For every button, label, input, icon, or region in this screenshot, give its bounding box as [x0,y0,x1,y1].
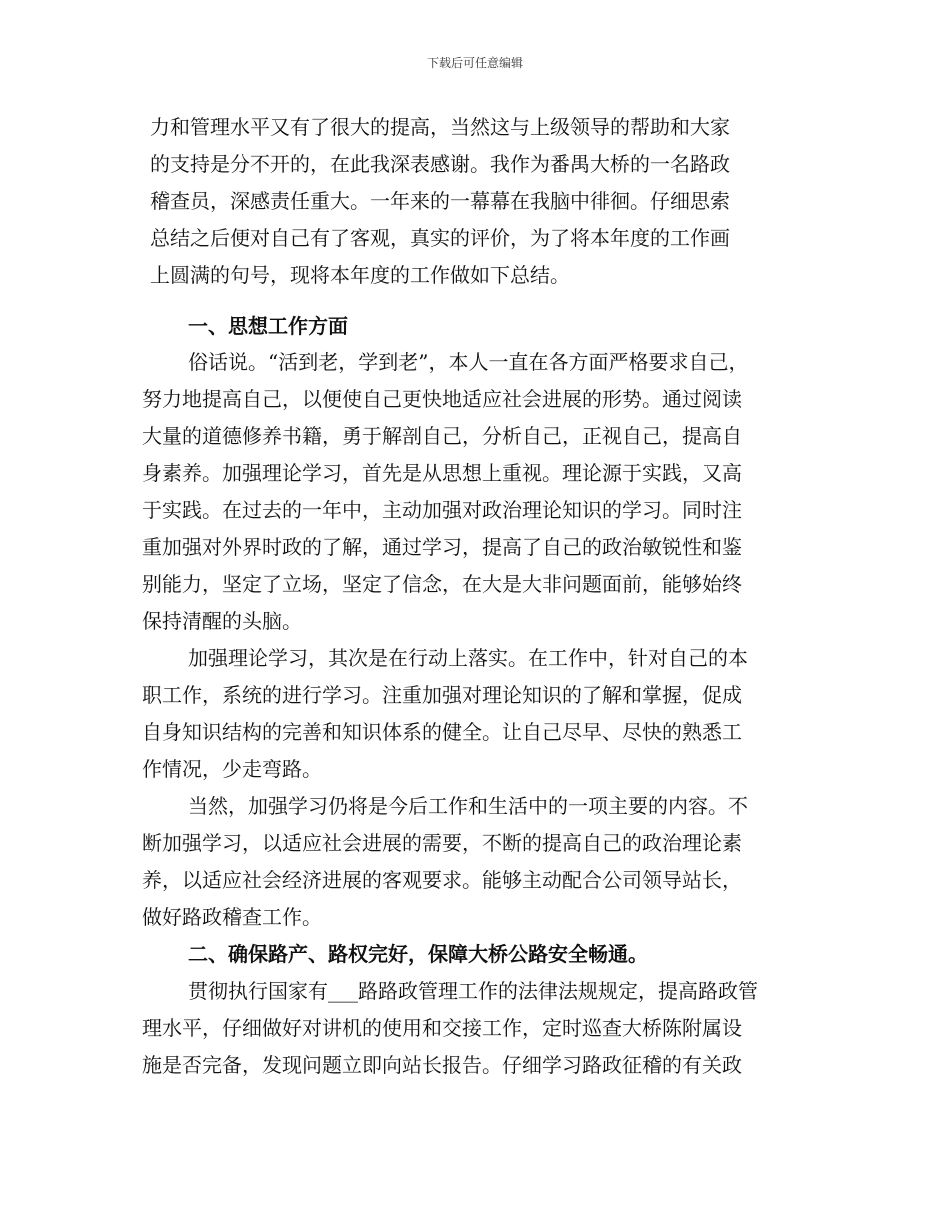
s1-p2-line-1: 加强理论学习，其次是在行动上落实。在工作中，针对自己的本 [188,646,748,670]
s1-p1-line-4: 身素养。加强理论学习，首先是从思想上重视。理论源于实践，又高 [142,461,742,485]
s1-p3-line-4: 做好路政稽查工作。 [142,905,322,929]
intro-line-5: 上圆满的句号，现将本年度的工作做如下总结。 [150,263,570,287]
intro-line-1: 力和管理水平又有了很大的提高，当然这与上级领导的帮助和大家 [150,115,730,139]
intro-line-3: 稽查员，深感责任重大。一年来的一幕幕在我脑中徘徊。仔细思索 [150,189,730,213]
s1-p1-line-1: 俗话说。“活到老，学到老”，本人一直在各方面严格要求自己， [188,350,749,374]
s2-p1-line-2: 理水平，仔细做好对讲机的使用和交接工作，定时巡查大桥陈附属设 [142,1016,742,1040]
s1-p3-line-2: 断加强学习，以适应社会进展的需要，不断的提高自己的政治理论素 [142,831,742,855]
s1-p2-line-2: 职工作，系统的进行学习。注重加强对理论知识的了解和掌握，促成 [142,683,742,707]
s1-p1-line-7: 别能力，坚定了立场，坚定了信念，在大是大非问题面前，能够始终 [142,572,742,596]
intro-line-2: 的支持是分不开的，在此我深表感谢。我作为番禺大桥的一名路政 [150,152,730,176]
page-header: 下载后可任意编辑 [426,56,523,70]
s1-p1-line-8: 保持清醒的头脑。 [142,609,302,633]
s1-p2-line-4: 作情况，少走弯路。 [142,757,322,781]
s1-p1-line-2: 努力地提高自己，以便使自己更快地适应社会进展的形势。通过阅读 [142,387,742,411]
s1-p1-line-6: 重加强对外界时政的了解，通过学习，提高了自己的政治敏锐性和鉴 [142,535,742,559]
section2-heading: 二、确保路产、路权完好，保障大桥公路安全畅通。 [188,942,648,966]
s1-p3-line-1: 当然，加强学习仍将是今后工作和生活中的一项主要的内容。不 [188,794,748,818]
intro-line-4: 总结之后便对自己有了客观，真实的评价，为了将本年度的工作画 [150,226,730,250]
s2-p1-line-3: 施是否完备，发现问题立即向站长报告。仔细学习路政征稽的有关政 [142,1053,742,1077]
s1-p1-line-5: 于实践。在过去的一年中，主动加强对政治理论知识的学习。同时注 [142,498,742,522]
s1-p3-line-3: 养，以适应社会经济进展的客观要求。能够主动配合公司领导站长， [142,868,742,892]
s2-p1-line-1: 贯彻执行国家有___路路政管理工作的法律法规规定，提高路政管 [188,979,758,1003]
section1-heading: 一、思想工作方面 [188,314,348,338]
s1-p2-line-3: 自身知识结构的完善和知识体系的健全。让自己尽早、尽快的熟悉工 [142,720,742,744]
s1-p1-line-3: 大量的道德修养书籍，勇于解剖自己，分析自己，正视自己，提高自 [142,424,742,448]
